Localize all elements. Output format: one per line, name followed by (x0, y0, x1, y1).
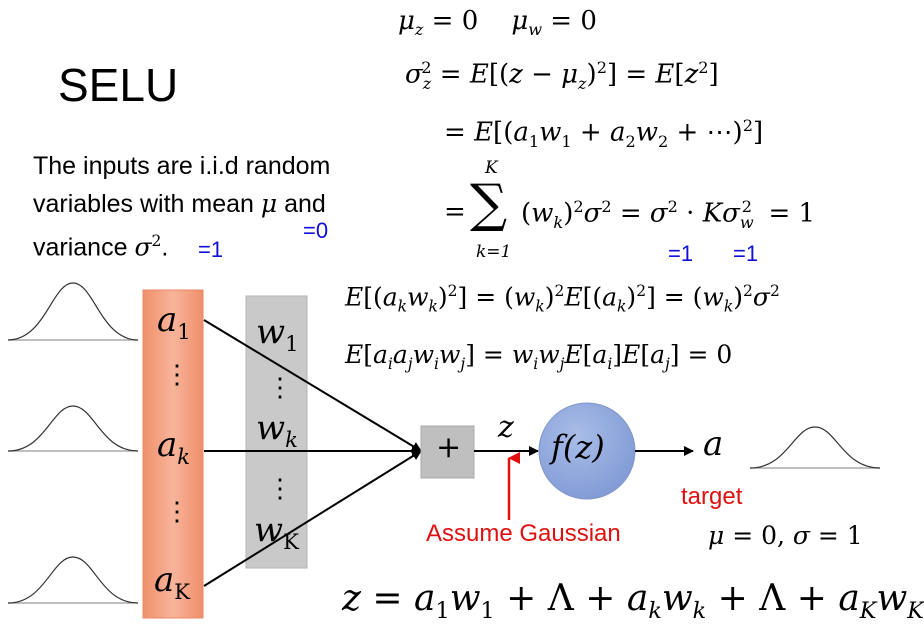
label-ak: $a_k$ (157, 425, 191, 469)
description-text (33, 148, 330, 266)
slide-title: SELU (58, 59, 179, 111)
assume-gaussian-label: Assume Gaussian (426, 520, 621, 547)
label-aK: $a_K$ (154, 560, 191, 604)
input-gaussian-3 (8, 557, 138, 603)
eq-sum-upper: K (485, 158, 498, 178)
label-output-a: a (703, 424, 724, 464)
note-mean-equals-0: =0 (303, 218, 329, 243)
note-k-sigma-w-equals-1: =1 (733, 241, 759, 266)
sum-node-label: + (436, 430, 462, 465)
eq-sum-body: $(w_k)^2\sigma^2 = \sigma^2 \cdot K\sigma_w^2 = 1$ (521, 197, 816, 232)
vdots-inputs-1: ⋮ (164, 360, 190, 390)
eq-cross-term: $E[a_ia_jw_iw_j] = w_iw_jE[a_i]E[a_j] = 0$ (345, 340, 733, 373)
note-sigma-sq-equals-1: =1 (668, 241, 694, 266)
eq-var-z: $\sigma_z^2 = E[(z - \mu_z)^2] = E[z^2]$ (405, 58, 719, 93)
eq-sum-lower: k=1 (476, 242, 512, 262)
label-wK: $w_K$ (254, 510, 299, 554)
description-line-3: variance $\sigma^2$. (33, 232, 169, 262)
eq-sum-symbol: ∑ (470, 174, 508, 234)
eq-sum-lhs: = (444, 197, 466, 227)
note-variance-equals-1: =1 (198, 237, 224, 262)
vdots-weights-2: ⋮ (267, 474, 293, 504)
input-gaussian-1 (8, 283, 138, 340)
input-gaussian-2 (8, 406, 138, 451)
vdots-inputs-2: ⋮ (164, 497, 190, 527)
eq-expand: = $E[(a_1w_1 + a_2w_2$ + ⋯)$^2$] (444, 116, 764, 151)
description-line-2: variables with mean μ and (33, 189, 326, 218)
eq-z-sum: $z = a_1w_1 + \Lambda + a_kw_k + \Lambda + a_Kw_K$ (342, 578, 924, 625)
target-gaussian (750, 427, 880, 468)
eq-term-k: $E[(a_kw_k)^2] = (w_k)^2E[(a_k)^2] = (w_k)^2\sigma^2$ (345, 282, 780, 316)
label-a1: $a_1$ (157, 300, 191, 344)
target-label: target (681, 483, 743, 510)
activation-label: f(z) (551, 428, 605, 466)
target-params: μ = 0, σ = 1 (708, 521, 863, 550)
vdots-weights-1: ⋮ (267, 373, 293, 403)
eq-means: $\mu_z = 0$ $\mu_w = 0$ (398, 6, 597, 40)
description-line-1: The inputs are i.i.d random (33, 152, 331, 180)
label-w1: $w_1$ (256, 312, 299, 356)
edge-aK (204, 451, 421, 586)
label-wk: $w_k$ (256, 408, 298, 452)
label-z: z (498, 410, 514, 445)
